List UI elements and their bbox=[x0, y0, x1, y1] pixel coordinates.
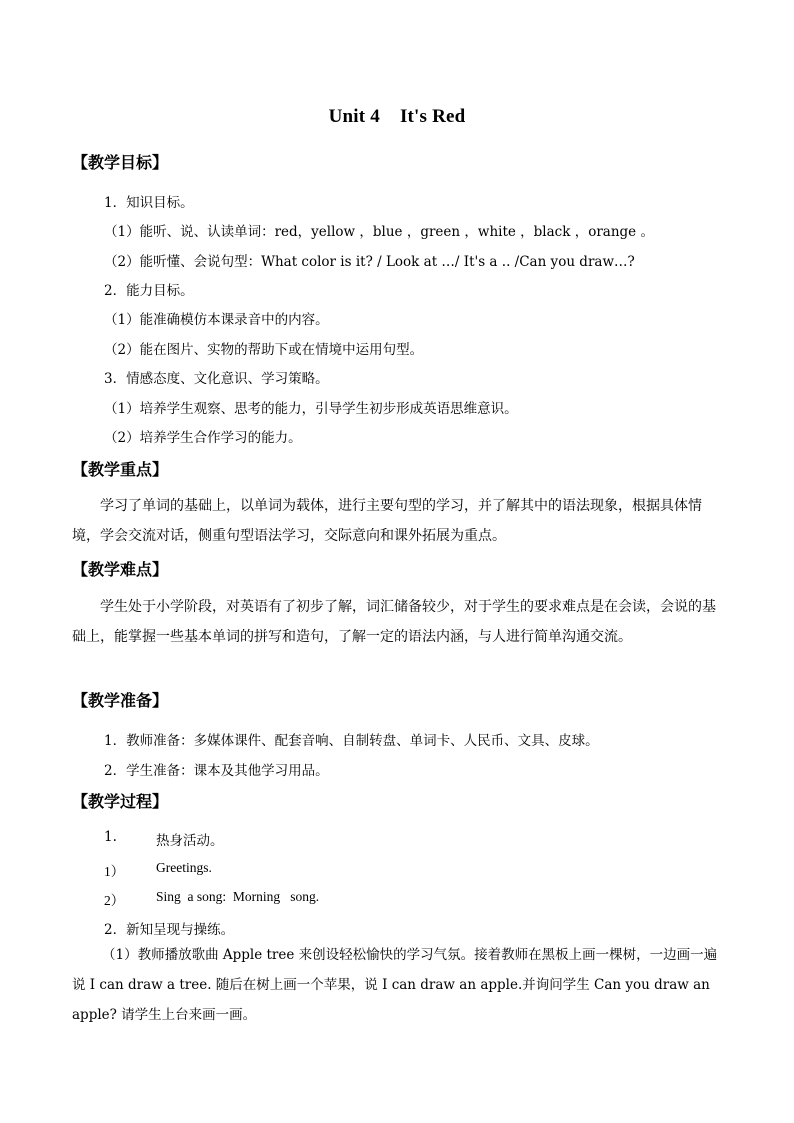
process-item-num: 1） bbox=[104, 864, 125, 879]
process-item-text: 热身活动。 bbox=[156, 833, 224, 849]
process-item bbox=[104, 829, 224, 849]
objective-line: 1．知识目标。 bbox=[104, 195, 194, 211]
objectives-heading: 【教学目标】 bbox=[72, 153, 169, 172]
process-item-num: 1. bbox=[104, 829, 117, 845]
process-heading: 【教学过程】 bbox=[72, 792, 169, 811]
objective-line: 3．情感态度、文化意识、学习策略。 bbox=[104, 371, 329, 387]
title-unit: Unit 4 bbox=[328, 106, 380, 127]
preparation-heading: 【教学准备】 bbox=[72, 691, 169, 710]
process-text: （1）教师播放歌曲 Apple tree 来创设轻松愉快的学习气氛。接着教师在黑板上画一棵树，一边画一遍说 I can draw a tree. 随后在树上画一个苹果，说 I can draw an apple.并询问学生 Can you draw an apple? 请学生上台来画一画。 bbox=[72, 947, 718, 1023]
process-item bbox=[104, 860, 212, 880]
objective-line: （1）培养学生观察、思考的能力，引导学生初步形成英语思维意识。 bbox=[104, 401, 518, 417]
preparation-line: 2．学生准备：课本及其他学习用品。 bbox=[104, 763, 329, 779]
key-points-text: 学习了单词的基础上，以单词为载体，进行主要句型的学习，并了解其中的语法现象，根据具体情境，学会交流对话，侧重句型语法学习，交际意向和课外拓展为重点。 bbox=[72, 498, 702, 544]
objective-line: （1）能准确模仿本课录音中的内容。 bbox=[104, 312, 329, 328]
objective-line: （2）培养学生合作学习的能力。 bbox=[104, 430, 302, 446]
preparation-line: 1．教师准备：多媒体课件、配套音响、自制转盘、单词卡、人民币、文具、皮球。 bbox=[104, 733, 599, 749]
process-item-text: Greetings. bbox=[156, 860, 212, 875]
difficulties-heading: 【教学难点】 bbox=[72, 560, 169, 579]
process-item-text: Sing a song: Morning song. bbox=[156, 889, 320, 904]
title-name: It's Red bbox=[399, 106, 466, 127]
difficulties-text: 学生处于小学阶段，对英语有了初步了解，词汇储备较少，对于学生的要求难点是在会读，会说的基础上，能掌握一些基本单词的拼写和造句，了解一定的语法内涵，与人进行简单沟通交流。 bbox=[72, 599, 716, 645]
objective-line: （1）能听、说、认读单词：red，yellow ，blue ，green ，white ，black ，orange 。 bbox=[104, 224, 654, 240]
process-item bbox=[104, 889, 320, 909]
key-points-heading: 【教学重点】 bbox=[72, 460, 169, 479]
objective-line: （2）能听懂、会说句型：What color is it? / Look at …/ It's a .. /Can you draw…? bbox=[104, 254, 635, 270]
objective-line: 2．能力目标。 bbox=[104, 283, 194, 299]
objective-line: （2）能在图片、实物的帮助下或在情境中运用句型。 bbox=[104, 342, 424, 358]
process-sub-heading: 2．新知呈现与操练。 bbox=[104, 922, 235, 938]
page-title bbox=[0, 106, 794, 128]
process-item-num: 2） bbox=[104, 893, 125, 908]
